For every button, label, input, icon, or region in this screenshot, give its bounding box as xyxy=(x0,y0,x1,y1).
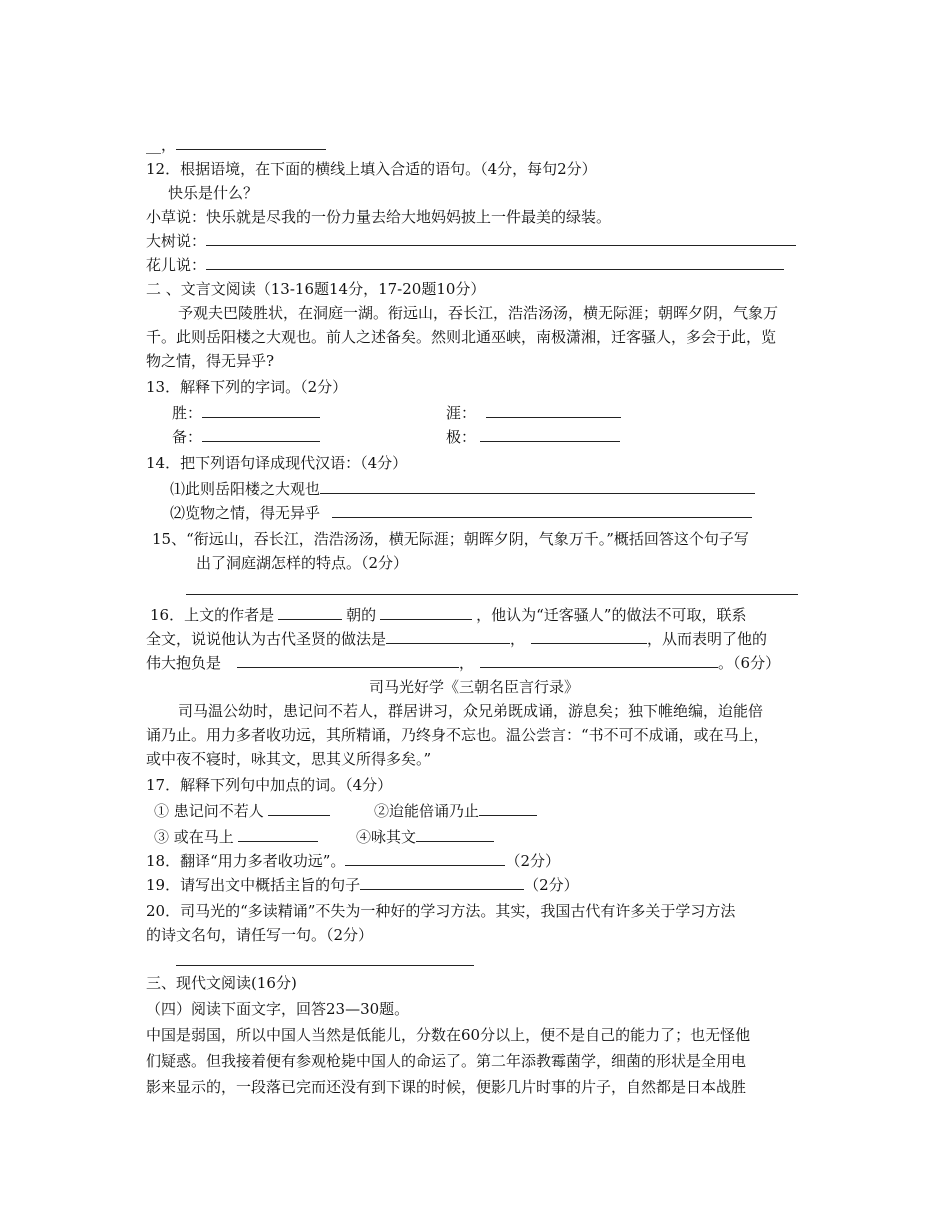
section3-passage-line: 们疑惑。但我接着便有参观枪毙中国人的命运了。第二年添教霉菌学，细菌的形状是全用电 xyxy=(146,1052,747,1070)
passage1-line: 予观夫巴陵胜状，在洞庭一湖。衔远山，吞长江，浩浩汤汤，横无际涯；朝晖夕阴，气象万 xyxy=(178,304,779,322)
q17-phrase: ③ 或在马上 xyxy=(154,828,234,846)
answer-blank[interactable] xyxy=(206,254,784,270)
top-fragment-line xyxy=(146,134,326,156)
q13-question: 13．解释下列的字词。（2分） xyxy=(146,378,348,396)
q17-phrase: ②迨能倍诵乃止 xyxy=(374,802,480,820)
q16-text: 全文，说说他认为古代圣贤的做法是 xyxy=(146,630,387,648)
q18-text: 18．翻译“用力多者收功远”。 xyxy=(146,852,346,870)
q14-s2 xyxy=(170,502,752,524)
q17-item xyxy=(356,826,494,848)
section2-heading: 二 、文言文阅读（13-16题14分，17-20题10分） xyxy=(146,280,486,298)
q13-item xyxy=(446,402,621,424)
section3-sub: （四）阅读下面文字，回答23—30题。 xyxy=(146,1000,410,1018)
q20-line1: 20．司马光的“多读精诵”不失为一种好的学习方法。其实，我国古代有许多关于学习方法 xyxy=(146,902,736,920)
passage2-line: 诵乃止。用力多者收功远，其所精诵，乃终身不忘也。温公尝言：“书不可不成诵，或在马上， xyxy=(146,726,769,744)
top-fragment: __， xyxy=(146,136,177,154)
q17-item xyxy=(154,800,330,822)
q16-text: ， xyxy=(459,654,475,672)
passage2-line: 或中夜不寝时，咏其文，思其义所得多矣。” xyxy=(146,750,432,768)
answer-blank[interactable] xyxy=(480,652,718,668)
answer-blank[interactable] xyxy=(238,826,318,842)
q13-item xyxy=(446,426,620,448)
q16-text: 朝的 xyxy=(346,606,377,624)
q15-line2: 出了洞庭湖怎样的特点。（2分） xyxy=(196,554,409,572)
passage1-line: 千。此则岳阳楼之大观也。前人之述备矣。然则北通巫峡，南极潇湘，迁客骚人，多会于此，览 xyxy=(146,328,777,346)
q16-line1 xyxy=(150,604,746,626)
q16-line2 xyxy=(146,628,767,650)
answer-blank[interactable] xyxy=(332,502,752,518)
q12-grass: 小草说：快乐就是尽我的一份力量去给大地妈妈披上一件最美的绿装。 xyxy=(146,208,612,226)
answer-blank[interactable] xyxy=(486,402,621,418)
q15-line1: 15、“衔远山，吞长江，浩浩汤汤，横无际涯；朝晖夕阴，气象万千。”概括回答这个句子写 xyxy=(152,530,749,548)
answer-blank[interactable] xyxy=(202,426,320,442)
q13-word: 备： xyxy=(172,428,203,446)
answer-blank[interactable] xyxy=(206,230,796,246)
q17-item xyxy=(154,826,318,848)
q12-flower-label: 花儿说： xyxy=(146,256,207,274)
q13-word: 胜： xyxy=(172,404,203,422)
answer-blank[interactable] xyxy=(479,800,537,816)
passage1-line: 物之情，得无异乎? xyxy=(146,352,275,370)
q16-text: ，他认为“迁客骚人”的做法不可取，联系 xyxy=(476,606,747,624)
answer-blank[interactable] xyxy=(416,826,494,842)
q12-question: 12．根据语境，在下面的横线上填入合适的语句。（4分，每句2分） xyxy=(146,160,597,178)
q16-text: 伟大抱负是 xyxy=(146,654,222,672)
section3-passage-line: 中国是弱国，所以中国人当然是低能儿，分数在60分以上，便不是自己的能力了；也无怪他 xyxy=(146,1026,751,1044)
answer-blank[interactable] xyxy=(237,652,459,668)
q13-item xyxy=(172,402,320,424)
passage2-title: 司马光好学《三朝名臣言行录》 xyxy=(368,678,579,696)
q16-text: 。（6分） xyxy=(718,654,781,672)
q16-text: ， xyxy=(510,630,526,648)
answer-blank[interactable] xyxy=(531,628,647,644)
answer-blank[interactable] xyxy=(386,628,510,644)
q18-score: （2分） xyxy=(505,852,560,870)
q16-text: 16．上文的作者是 xyxy=(150,606,275,624)
answer-blank[interactable] xyxy=(268,800,330,816)
q17-item xyxy=(374,800,537,822)
answer-blank[interactable] xyxy=(278,604,342,620)
answer-blank[interactable] xyxy=(186,594,798,595)
q12-tree-line xyxy=(146,230,796,252)
q16-text: ，从而表明了他的 xyxy=(647,630,768,648)
q20-line2: 的诗文名句，请任写一句。（2分） xyxy=(146,926,374,944)
answer-blank[interactable] xyxy=(176,134,326,150)
q12-flower-line xyxy=(146,254,784,276)
q19-line xyxy=(146,874,579,896)
answer-blank[interactable] xyxy=(360,874,524,890)
q18-line xyxy=(146,850,560,872)
q13-word: 极： xyxy=(446,428,477,446)
q17-phrase: ① 患记问不若人 xyxy=(154,802,264,820)
q19-score: （2分） xyxy=(524,876,579,894)
q12-prompt: 快乐是什么？ xyxy=(168,184,259,202)
q13-word: 涯： xyxy=(446,404,477,422)
section3-heading: 三、现代文阅读(16分) xyxy=(146,974,297,992)
q14-question: 14．把下列语句译成现代汉语：（4分） xyxy=(146,454,408,472)
answer-blank[interactable] xyxy=(480,426,620,442)
q13-item xyxy=(172,426,320,448)
answer-blank[interactable] xyxy=(380,604,472,620)
answer-blank[interactable] xyxy=(202,402,320,418)
q19-text: 19．请写出文中概括主旨的句子 xyxy=(146,876,361,894)
answer-blank[interactable] xyxy=(320,478,755,494)
q17-question: 17．解释下列句中加点的词。（4分） xyxy=(146,776,393,794)
passage2-line: 司马温公幼时，患记问不若人，群居讲习，众兄弟既成诵，游息矣；独下帷绝编，迨能倍 xyxy=(178,702,764,720)
section3-passage-line: 影来显示的，一段落已完而还没有到下课的时候，便影几片时事的片子，自然都是日本战胜 xyxy=(146,1078,747,1096)
q14-sentence: ⑴此则岳阳楼之大观也 xyxy=(170,480,321,498)
answer-blank[interactable] xyxy=(345,850,505,866)
q16-line3 xyxy=(146,652,780,674)
answer-blank[interactable] xyxy=(176,965,474,966)
q14-s1 xyxy=(170,478,755,500)
q14-sentence: ⑵览物之情，得无异乎 xyxy=(170,504,321,522)
q17-phrase: ④咏其文 xyxy=(356,828,417,846)
q12-tree-label: 大树说： xyxy=(146,232,207,250)
